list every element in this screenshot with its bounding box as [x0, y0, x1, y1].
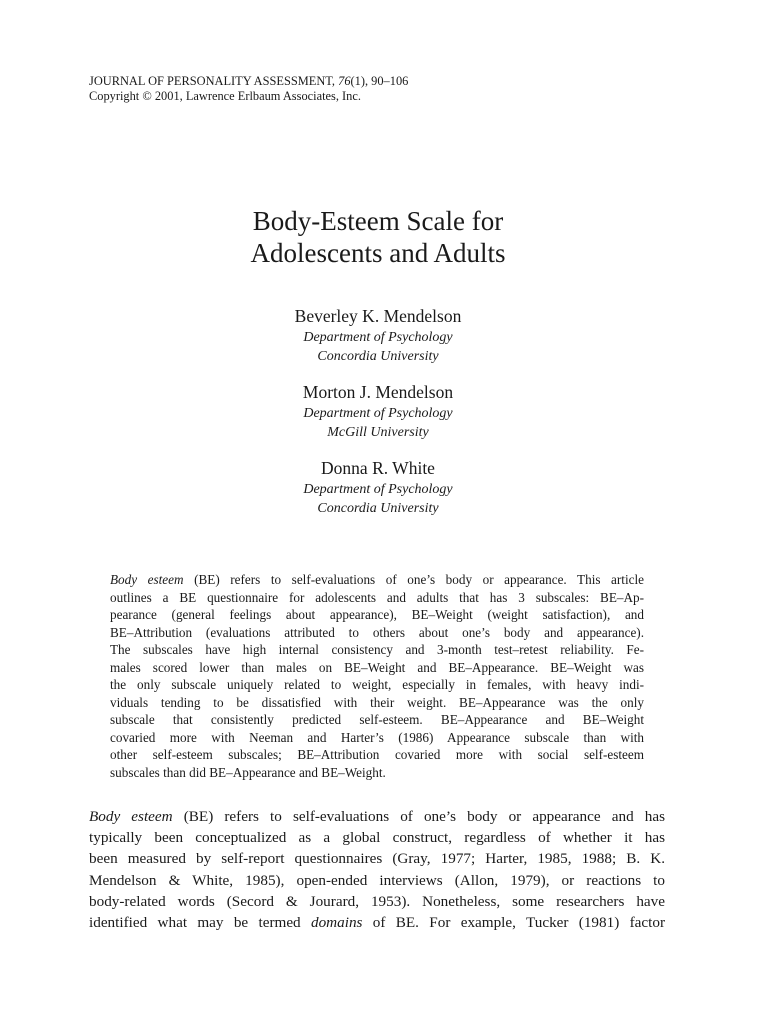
abstract-line: The subscales have high internal consistency and 3-month test–retest reliability. Fe-	[110, 642, 644, 657]
body-line	[89, 912, 665, 933]
abstract-line	[110, 571, 644, 589]
author-block	[0, 456, 756, 518]
abstract-lead-term: Body esteem	[110, 572, 184, 587]
author-department: Department of Psychology	[303, 482, 453, 497]
author-block	[0, 380, 756, 442]
abstract-line: subscale that consistently predicted self-esteem. BE–Appearance and BE–Weight	[110, 712, 644, 727]
abstract-line: outlines a BE questionnaire for adolescents and adults that has 3 subscales: BE–Ap-	[110, 589, 644, 605]
abstract-line: the only subscale uniquely related to weight, especially in females, with heavy indi-	[110, 677, 644, 692]
abstract-line: BE–Attribution (evaluations attributed to others about one’s body and appearance).	[110, 624, 644, 640]
abstract	[110, 571, 644, 781]
article-title	[0, 205, 756, 269]
author-name: Morton J. Mendelson	[302, 382, 454, 402]
journal-header	[89, 74, 408, 104]
author-university: Concordia University	[317, 349, 439, 364]
author-name: Donna R. White	[321, 458, 435, 478]
author-department: Department of Psychology	[303, 406, 453, 421]
abstract-line: males scored lower than males on BE–Weight and BE–Appearance. BE–Weight was	[110, 659, 644, 675]
body-line-text: (BE) refers to self-evaluations of one’s body or appearance and has	[172, 808, 666, 825]
author-university: McGill University	[327, 425, 429, 440]
author-department: Department of Psychology	[303, 330, 453, 345]
abstract-line: other self-esteem subscales; BE–Attribution covaried more with social self-esteem	[110, 747, 644, 762]
journal-name: JOURNAL OF PERSONALITY ASSESSMENT,	[89, 74, 336, 88]
body-line	[89, 806, 665, 827]
abstract-line: subscales than did BE–Appearance and BE–Weight.	[110, 764, 386, 780]
author-list	[0, 304, 756, 532]
abstract-line: covaried more with Neeman and Harter’s (1986) Appearance subscale than with	[110, 729, 644, 745]
abstract-line: pearance (general feelings about appearance), BE–Weight (weight satisfaction), and	[110, 607, 644, 622]
author-block	[0, 304, 756, 366]
journal-citation	[89, 74, 408, 89]
body-line: typically been conceptualized as a global construct, regardless of whether it has	[89, 829, 665, 847]
copyright-line: Copyright © 2001, Lawrence Erlbaum Associates, Inc.	[89, 89, 361, 103]
body-emphasis-domains: domains	[310, 914, 363, 932]
title-line-1: Body-Esteem Scale for	[252, 206, 504, 236]
abstract-line: viduals tending to be dissatisfied with their weight. BE–Appearance was the only	[110, 694, 644, 710]
body-line-text: of BE. For example, Tucker (1981) factor	[362, 914, 665, 932]
body-lead-term: Body esteem	[89, 808, 173, 825]
body-line: Mendelson & White, 1985), open-ended interviews (Allon, 1979), or reactions to	[89, 871, 665, 889]
journal-volume: 76	[338, 74, 351, 88]
journal-issue-pages: (1), 90–106	[350, 74, 409, 88]
abstract-line-text: (BE) refers to self-evaluations of one’s body or appearance. This article	[183, 572, 644, 587]
body-line: been measured by self-report questionnaires (Gray, 1977; Harter, 1985, 1988; B. K.	[89, 850, 665, 868]
author-name: Beverley K. Mendelson	[294, 306, 462, 326]
body-line-text: identified what may be termed	[89, 914, 311, 932]
body-line: body-related words (Secord & Jourard, 1953). Nonetheless, some researchers have	[89, 892, 665, 910]
body-paragraph	[89, 806, 665, 933]
title-line-2: Adolescents and Adults	[250, 238, 506, 268]
author-university: Concordia University	[317, 501, 439, 516]
